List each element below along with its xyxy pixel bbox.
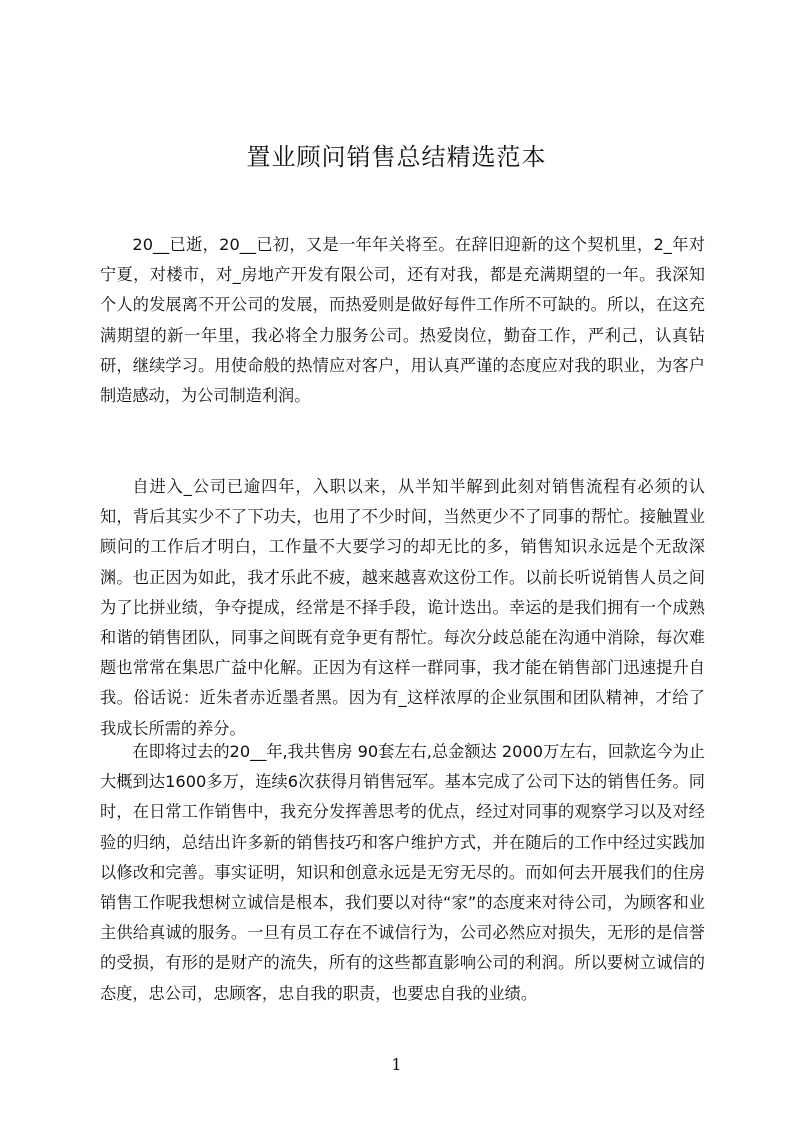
paragraph-2: 自进入_公司已逾四年，入职以来，从半知半解到此刻对销售流程有必须的认知，背后其实少不了下功夫，也用了不少时间，当然更少不了同事的帮忙。接触置业顾问的工作后才明白，工作量不大要学习的却无比的多，销售知识永远是个无敌深渊。也正因为如此，我才乐此不疲，越来越喜欢这份工作。以前长听说销售人员之间为了比拼业绩，争夺提成，经常是不择手段，诡计迭出。幸运的是我们拥有一个成熟和谐的销售团队，同事之间既有竞争更有帮忙。每次分歧总能在沟通中消除，每次难题也常常在集思广益中化解。正因为有这样一群同事，我才能在销售部门迅速提升自我。俗话说：近朱者赤近墨者黑。因为有_这样浓厚的企业氛围和团队精神，才给了我成长所需的养分。 — [100, 477, 705, 738]
page-number: 1 — [391, 1055, 402, 1074]
document-title: 置业顾问销售总结精选范本 — [246, 143, 547, 171]
paragraph-3: 在即将过去的20__年,我共售房 90套左右,总金额达 2000万左右，回款迄今为止大概到达1600多万，连续6次获得月销售冠军。基本完成了公司下达的销售任务。同时，在日常工作销售中，我充分发挥善思考的优点，经过对同事的观察学习以及对经验的归纳，总结出许多新的销售技巧和客户维护方式，并在随后的工作中经过实践加以修改和完善。事实证明，知识和创意永远是无穷无尽的。而如何去开展我们的住房销售工作呢我想树立诚信是根本，我们要以对待“家”的态度来对待公司，为顾客和业主供给真诚的服务。一旦有员工存在不诚信行为，公司必然应对损失，无形的是信誉的受损，有形的是财产的流失，所有的这些都直影响公司的利润。所以要树立诚信的态度，忠公司，忠顾客，忠自我的职责，也要忠自我的业绩。 — [100, 742, 705, 1003]
paragraph-1: 20__已逝，20__已初，又是一年年关将至。在辞旧迎新的这个契机里，2_年对宁夏，对楼市，对_房地产开发有限公司，还有对我，都是充满期望的一年。我深知个人的发展离不开公司的发展，而热爱则是做好每件工作所不可缺的。所以，在这充满期望的新一年里，我必将全力服务公司。热爱岗位，勤奋工作，严利己，认真钻研，继续学习。用使命般的热情应对客户，用认真严谨的态度应对我的职业，为客户制造感动，为公司制造利润。 — [100, 235, 705, 406]
